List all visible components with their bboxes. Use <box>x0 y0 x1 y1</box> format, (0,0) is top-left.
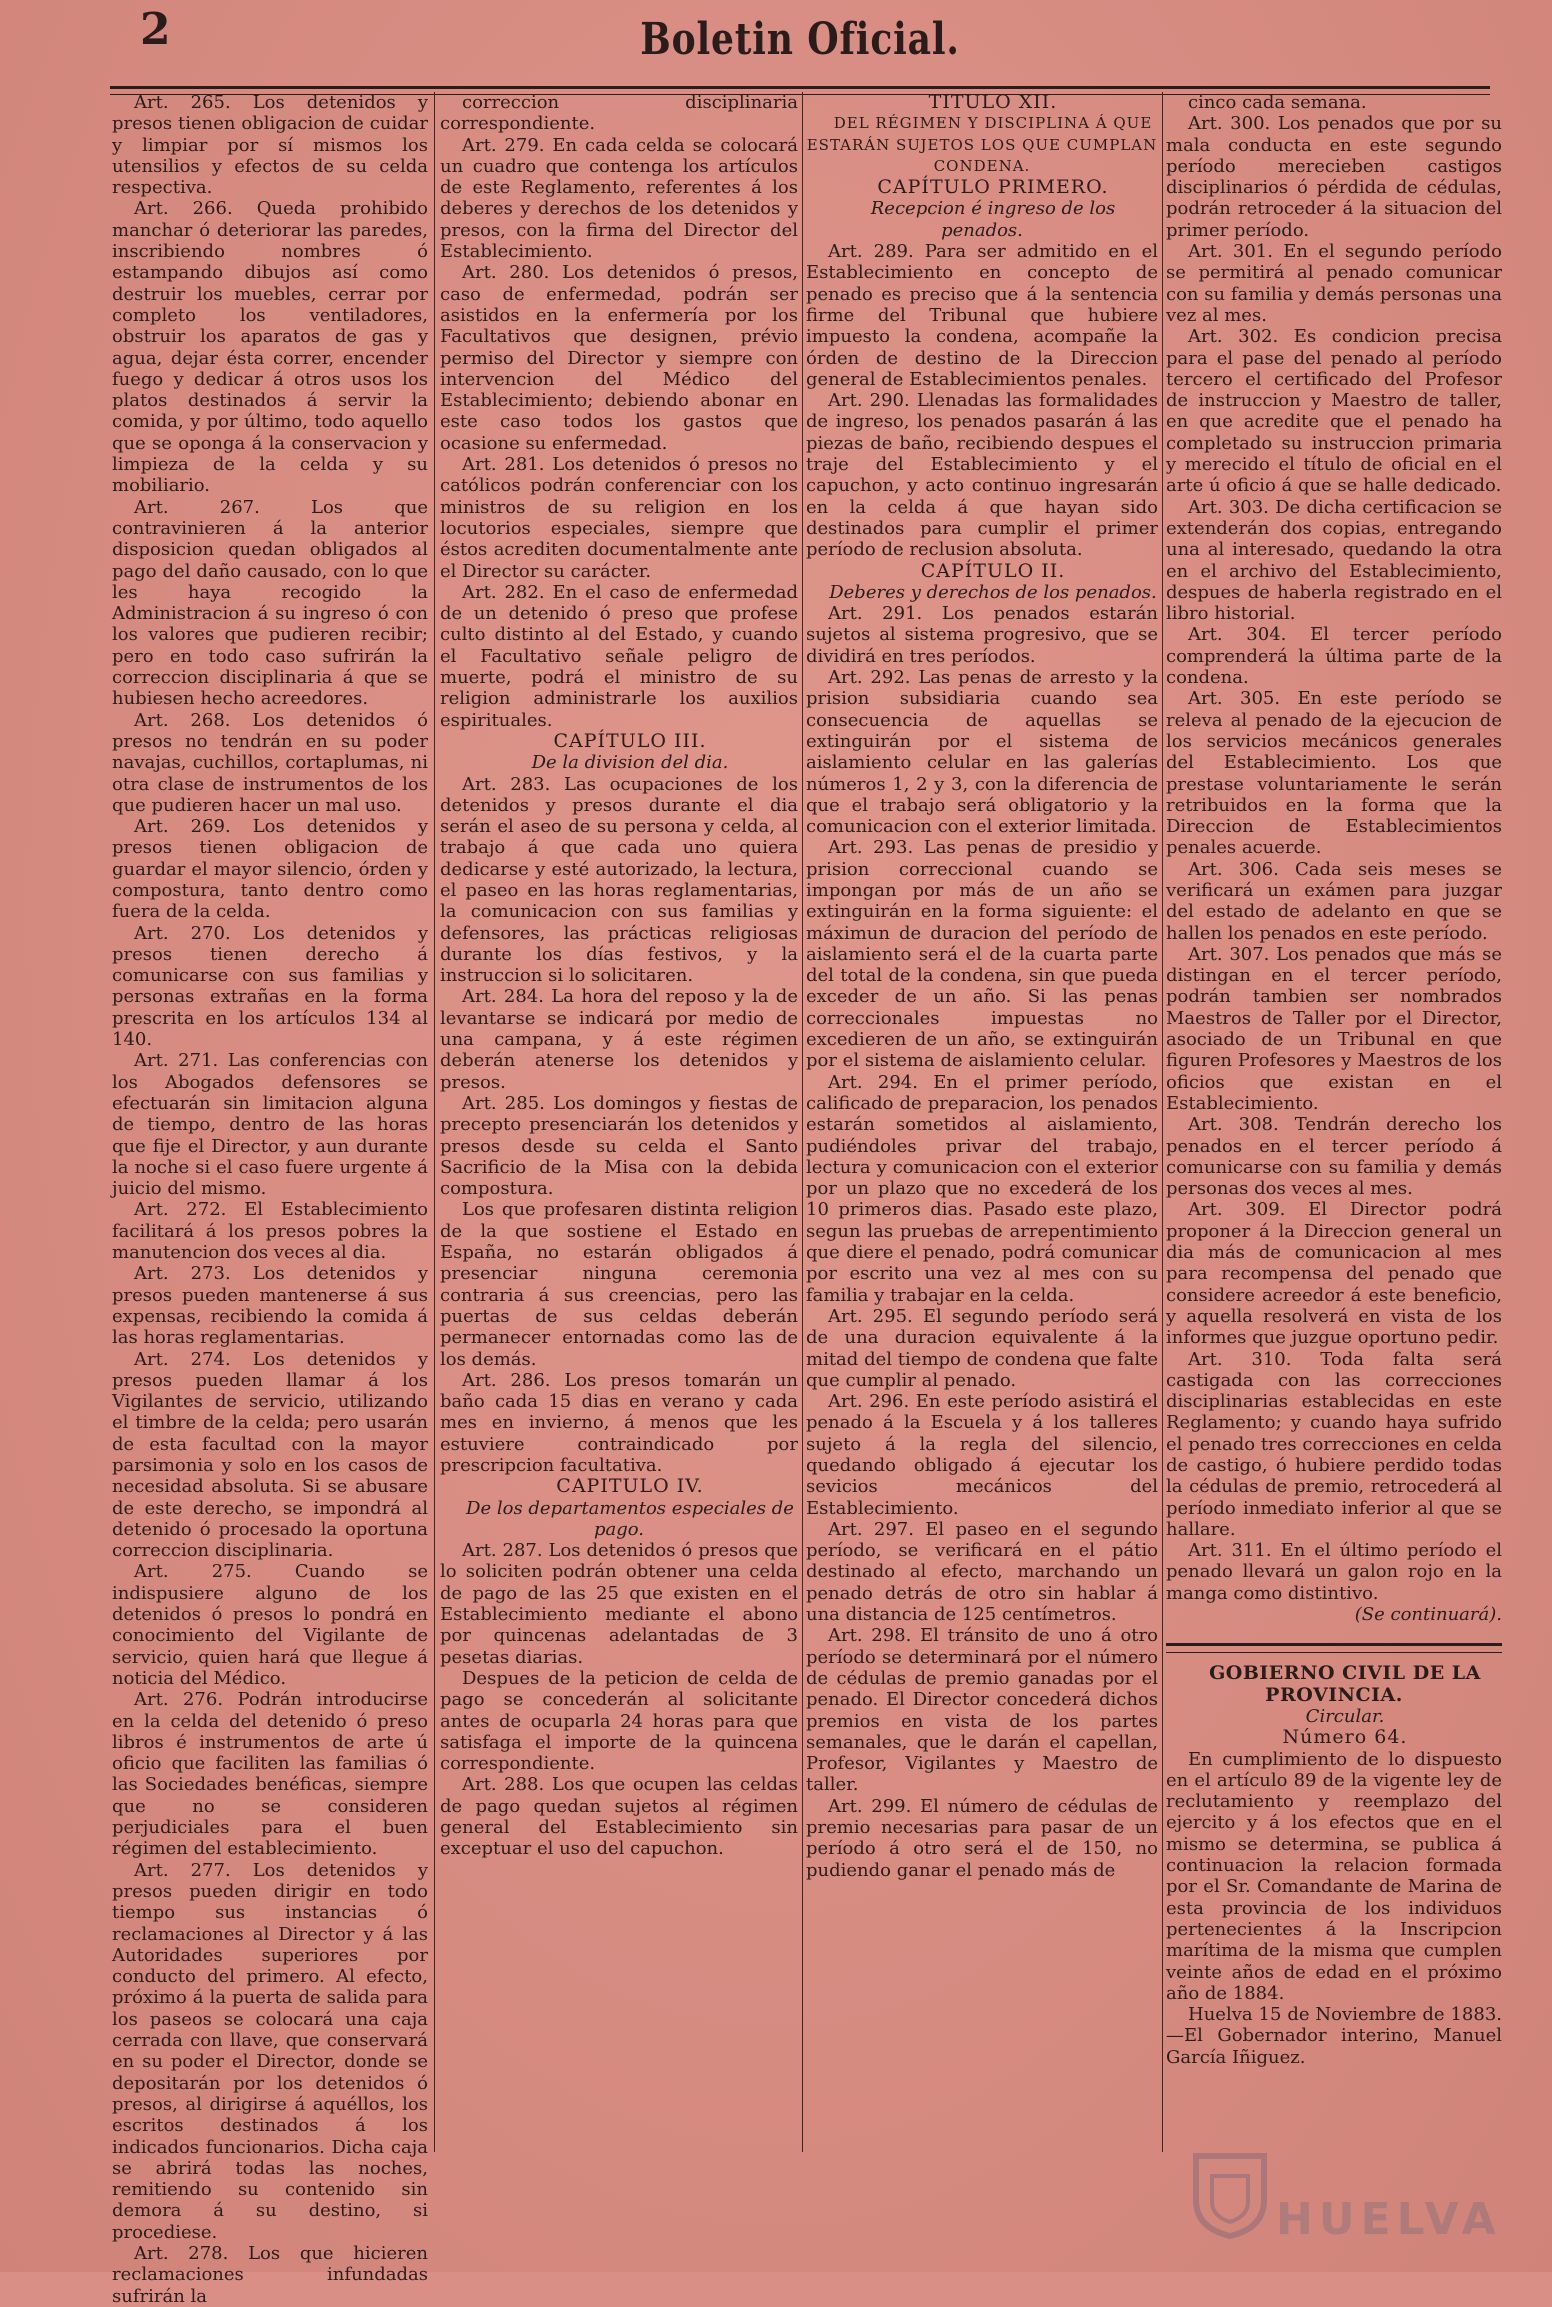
article: Art. 299. El número de cédulas de premio necesarias para pasar de un período á otro será el de 150, no pudiendo ganar el penado más de <box>806 1795 1158 1881</box>
article: Art. 280. Los detenidos ó presos, caso de enfermedad, podrán ser asistidos en la enfermería por los Facultativos que designen, prévio permiso del Director y siempre con intervencion del Médico del Establecimiento; debiendo abonar en este caso todos los gastos que ocasione su enfermedad. <box>440 262 798 454</box>
article: Art. 305. En este período se releva al penado de la ejecucion de los servicios mecánicos generales del Establecimiento. Los que prestase voluntariamente le serán retribuidos en la forma que la Direccion de Establecimientos penales acuerde. <box>1166 688 1502 859</box>
column-4 <box>1166 92 1502 2152</box>
article: Art. 287. Los detenidos ó presos que lo soliciten podrán obtener una celda de pago de las 25 que existen en el Establecimiento mediante el abono por quincenas adelantadas de 3 pesetas diarias. <box>440 1540 798 1668</box>
article: Art. 297. El paseo en el segundo período, se verificará en el pátio destinado al efecto, marchando un penado detrás de otro sin hablar á una distancia de 125 centímetros. <box>806 1518 1158 1626</box>
article: Art. 279. En cada celda se colocará un cuadro que contenga los artículos de este Reglamento, referentes á los deberes y derechos de los detenidos y presos, con la firma del Director del Establecimiento. <box>440 134 798 263</box>
article: Art. 290. Llenadas las formalidades de ingreso, los penados pasarán á las piezas de baño, recibiendo despues el traje del Establecimiento y el capuchon, y acto continuo ingresarán en la celda á que hayan sido destinados para cumplir el primer período de reclusion absoluta. <box>806 390 1158 561</box>
watermark-text: HUELVA <box>1276 2194 1502 2245</box>
chapter-heading: CAPÍTULO II. <box>920 559 1066 582</box>
article: correccion disciplinaria correspondiente. <box>440 92 798 135</box>
article: Art. 283. Las ocupaciones de los detenidos y presos durante el dia serán el aseo de su persona y celda, al trabajo á que cada uno quiera dedicarse y esté autorizado, la lectura, el paseo en las horas reglamentarias, la comunicacion con sus familias y defensores, las prácticas religiosas durante los días festivos, y la instruccion si lo solicitaren. <box>440 773 798 987</box>
article: Art. 303. De dicha certificacion se extenderán dos copias, entregando una al interesado, quedando la otra en el archivo del Establecimiento, despues de haberla registrado en el libro historial. <box>1166 496 1502 625</box>
circular-label: Circular. <box>1305 1705 1385 1727</box>
column-2 <box>440 92 798 2152</box>
chapter-heading: CAPÍTULO PRIMERO. <box>877 176 1109 199</box>
article: Art. 286. Los presos tomarán un baño cada 15 dias en verano y cada mes en invierno, á menos que les estuviere contraindicado por prescripcion facultativa. <box>440 1369 798 1476</box>
section-rule <box>1166 1643 1502 1653</box>
article: Art. 295. El segundo período será de una duracion equivalente á la mitad del tiempo de condena que falte que cumplir al penado. <box>806 1305 1158 1391</box>
section-heading: GOBIERNO CIVIL DE LA PROVINCIA. <box>1209 1662 1481 1706</box>
article: Los que profesaren distinta religion de la que sostiene el Estado en España, no estarán obligados á presenciar ninguna ceremonia contraria á sus creencias, pero las puertas de sus celdas deberán permanecer entornadas como las de los demás. <box>440 1199 798 1370</box>
article: Art. 308. Tendrán derecho los penados en el tercer período á comunicarse con su familia y demás personas dos veces al mes. <box>1166 1114 1502 1200</box>
article: cinco cada semana. <box>1188 92 1367 113</box>
article: Art. 309. El Director podrá proponer á la Direccion general un dia más de comunicacion al mes para recompensa del penado que considere acreedor á este beneficio, y aquella resolverá en vista de los informes que juzgue oportuno pedir. <box>1166 1199 1502 1349</box>
article: Art. 272. El Establecimiento facilitará á los presos pobres la manutencion dos veces al dia. <box>112 1199 428 1264</box>
continued-note: (Se continuará). <box>1354 1604 1502 1626</box>
chapter-subtitle: Recepcion é ingreso de los penados. <box>870 198 1116 241</box>
article: Art. 274. Los detenidos y presos pueden llamar á los Vigilantes de servicio, utilizando el timbre de la celda; pero usarán de esta facultad con la mayor parsimonia y solo en los casos de necesidad absoluta. Si se abusare de este derecho, se impondrá al detenido ó procesado la oportuna correccion disciplinaria. <box>112 1348 428 1562</box>
column-divider <box>434 92 435 2152</box>
column-3 <box>806 92 1158 2152</box>
column-1 <box>112 92 428 2307</box>
archive-watermark <box>1190 2140 1502 2250</box>
article: Art. 270. Los detenidos y presos tienen derecho á comunicarse con sus familias y personas extrañas en la forma prescrita en los artículos 134 al 140. <box>112 922 428 1051</box>
article: Art. 289. Para ser admitido en el Establecimiento en concepto de penado es preciso que á la sentencia firme del Tribunal que hubiere impuesto la condena, acompañe la órden de destino de la Direccion general de Establecimientos penales. <box>806 241 1158 390</box>
article: Art. 307. Los penados que más se distingan en el tercer período, podrán tambien ser nombrados Maestros de Taller por el Director, asociado de un Tribunal en que figuren Profesores y Maestros de los oficios que existan en el Establecimiento. <box>1166 943 1502 1114</box>
article: Art. 278. Los que hicieren reclamaciones infundadas sufrirán la <box>112 2242 428 2307</box>
column-divider <box>1162 92 1163 2152</box>
page-number: 2 <box>140 4 171 55</box>
article: Art. 268. Los detenidos ó presos no tendrán en su poder navajas, cuchillos, cortaplumas, ni otra clase de instrumentos de los que pudieren hacer un mal uso. <box>112 709 428 816</box>
article: Art. 277. Los detenidos y presos pueden dirigir en todo tiempo sus instancias ó reclamaciones al Director y á las Autoridades superiores por conducto del primero. Al efecto, próximo á la puerta de salida para los paseos se colocará una caja cerrada con llave, que conservará en su poder el Director, donde se depositarán por los detenidos ó presos, al dirigirse á aquéllos, los escritos destinados á los indicados funcionarios. Dicha caja se abrirá todas las noches, remitiendo su contenido sin demora á su destino, si procediese. <box>112 1859 428 2243</box>
article: Art. 282. En el caso de enfermedad de un detenido ó preso que profese culto distinto al del Estado, y cuando el Facultativo señale peligro de muerte, podrá el ministro de su religion administrarle los auxilios espirituales. <box>440 581 798 731</box>
circular-number: Número 64. <box>1282 1726 1408 1749</box>
article: Art. 304. El tercer período comprenderá la última parte de la condena. <box>1166 624 1502 689</box>
article: Art. 273. Los detenidos y presos pueden mantenerse á sus expensas, recibiendo la comida á las horas reglamentarias. <box>112 1263 428 1349</box>
chapter-heading: CAPITULO IV. <box>556 1475 704 1498</box>
article: Art. 293. Las penas de presidio y prision correccional cuando se impongan por más de un año se extinguirán en la forma siguiente: el máximun de duracion del período de aislamiento será el de la cuarta parte del total de la condena, sin que pueda exceder de un año. Si las penas correccionales impuestas no excedieren de un año, se extinguirán por el sistema de aislamiento celular. <box>806 837 1158 1072</box>
article: Art. 285. Los domingos y fiestas de precepto presenciarán los detenidos y presos desde su celda el Santo Sacrificio de la Misa con la debida compostura. <box>440 1092 798 1200</box>
chapter-subtitle: De la division del dia. <box>531 752 729 774</box>
circular-signature: Huelva 15 de Noviembre de 1883. —El Gobernador interino, Manuel García Iñiguez. <box>1166 2004 1502 2068</box>
newspaper-title: Boletin Oficial. <box>640 14 960 65</box>
article: Art. 267. Los que contravinieren á la anterior disposicion quedan obligados al pago del daño causado, con lo que les haya recogido la Administracion á su ingreso ó con los valores que pudieren recibir; pero en todo caso sufrirán la correccion disciplinaria á que se hubiesen hecho acreedores. <box>112 496 428 710</box>
page-header <box>110 0 1490 70</box>
article: Art. 266. Queda prohibido manchar ó deteriorar las paredes, inscribiendo nombres ó estampando dibujos así como destruir los muebles, cerrar por completo los ventiladores, obstruir los aparatos de gas y agua, dejar ésta correr, encender fuego y dedicar á otros usos los platos destinados á servir la comida, y por último, todo aquello que se oponga á la conservacion y limpieza de la celda y su mobiliario. <box>112 198 428 497</box>
article: Art. 311. En el último período el penado llevará un galon rojo en la manga como distintivo. <box>1166 1540 1502 1604</box>
article: Art. 301. En el segundo período se permitirá al penado comunicar con su familia y demás personas una vez al mes. <box>1166 241 1502 326</box>
shield-icon <box>1190 2150 1270 2240</box>
chapter-subtitle: De los departamentos especiales de pago. <box>466 1497 794 1540</box>
article: Art. 306. Cada seis meses se verificará un exámen para juzgar del estado de adelanto en que se hallen los penados en este período. <box>1166 858 1502 944</box>
article: Art. 296. En este período asistirá el penado á la Escuela y á los talleres sujeto á la regla del silencio, quedando obligado á ejecutar los sevicios mecánicos del Establecimiento. <box>806 1391 1158 1519</box>
circular-body: En cumplimiento de lo dispuesto en el artículo 89 de la vigente ley de reclutamiento y reemplazo del ejercito y á los efectos que en el mismo se determina, se publica á continuacion la relacion formada por el Sr. Comandante de Marina de esta provincia de los individuos pertenecientes á la Inscripcion marítima de la misma que cumplen veinte años de edad en el próximo año de 1884. <box>1166 1748 1502 2004</box>
title-heading: TITULO XII. <box>928 91 1058 113</box>
article: Art. 294. En el primer período, calificado de preparacion, los penados estarán sometidos al aislamiento, pudiéndoles privar del trabajo, lectura y comunicacion con el exterior por un plazo que no excederá de los 10 primeros dias. Pasado este plazo, segun las pruebas de arrepentimiento que diere el penado, podrá comunicar por escrito una vez al mes con su familia y trabajar en la celda. <box>806 1071 1158 1306</box>
chapter-heading: CAPÍTULO III. <box>553 729 707 752</box>
article: Art. 288. Los que ocupen las celdas de pago quedan sujetos al régimen general del Establecimiento sin exceptuar el uso del capuchon. <box>440 1774 798 1860</box>
article: Art. 292. Las penas de arresto y la prision subsidiaria cuando sea consecuencia de aquellas se extinguirán por el sistema de aislamiento celular en las galerías números 1, 2 y 3, con la diferencia de que el trabajo será obligatorio y la comunicacion con el exterior limitada. <box>806 667 1158 838</box>
article: Art. 275. Cuando se indispusiere alguno de los detenidos ó presos lo pondrá en conocimiento del Vigilante de servicio, quien hará que llegue á noticia del Médico. <box>112 1561 428 1689</box>
article: Art. 291. Los penados estarán sujetos al sistema progresivo, que se dividirá en tres períodos. <box>806 603 1158 667</box>
article: Art. 302. Es condicion precisa para el pase del penado al período tercero el certificado del Profesor de instruccion y Maestro de taller, en que acredite que el penado ha completado su instruccion primaria y merecido el título de oficial en el arte ú oficio á que se halle dedicado. <box>1166 326 1502 497</box>
chapter-subtitle: Deberes y derechos de los penados. <box>829 581 1157 603</box>
article: Despues de la peticion de celda de pago se concederán al solicitante antes de ocuparla 24 horas para que satisfaga el importe de la quincena correspondiente. <box>440 1667 798 1775</box>
article: Art. 284. La hora del reposo y la de levantarse se indicará por medio de una campana, y á este régimen deberán atenerse los detenidos y presos. <box>440 986 798 1093</box>
article: Art. 265. Los detenidos y presos tienen obligacion de cuidar y limpiar por sí mismos los utensilios y efectos de su celda respectiva. <box>112 92 428 199</box>
title-subheading: DEL RÉGIMEN Y DISCIPLINA Á QUE ESTARÁN SUJETOS LOS QUE CUMPLAN CONDENA. <box>806 114 1158 175</box>
article: Art. 281. Los detenidos ó presos no católicos podrán conferenciar con los ministros de su religion en los locutorios especiales, siempre que éstos acrediten documentalmente ante el Director su carácter. <box>440 454 798 582</box>
article: Art. 300. Los penados que por su mala conducta en este segundo período merecieben castigos disciplinarios ó pérdida de cédulas, podrán retroceder á la situacion del primer período. <box>1166 113 1502 241</box>
article: Art. 276. Podrán introducirse en la celda del detenido ó preso libros é instrumentos de arte ú oficio que faciliten las familias ó las Sociedades benéficas, siempre que no se consideren perjudiciales para el buen régimen del establecimiento. <box>112 1689 428 1860</box>
article: Art. 310. Toda falta será castigada con las correcciones disciplinarias establecidas en este Reglamento; y cuando haya sufrido el penado tres correcciones en celda de castigo, ó hubiere perdido todas la cédulas de premio, retrocederá al período inmediato inferior al que se hallare. <box>1166 1348 1502 1540</box>
column-divider <box>802 92 803 2152</box>
article: Art. 298. El tránsito de uno á otro período se determinará por el número de cédulas de premio ganadas por el penado. El Director concederá dichos premios en vista de los partes semanales, que le darán el capellan, Profesor, Vigilantes y Maestro de taller. <box>806 1625 1158 1796</box>
article: Art. 269. Los detenidos y presos tienen obligacion de guardar el mayor silencio, órden y compostura, tanto dentro como fuera de la celda. <box>112 816 428 923</box>
article: Art. 271. Las conferencias con los Abogados defensores se efectuarán sin limitacion alguna de tiempo, dentro de las horas que fije el Director, y aun durante la noche si el caso fuere urgente á juicio del mismo. <box>112 1050 428 1200</box>
